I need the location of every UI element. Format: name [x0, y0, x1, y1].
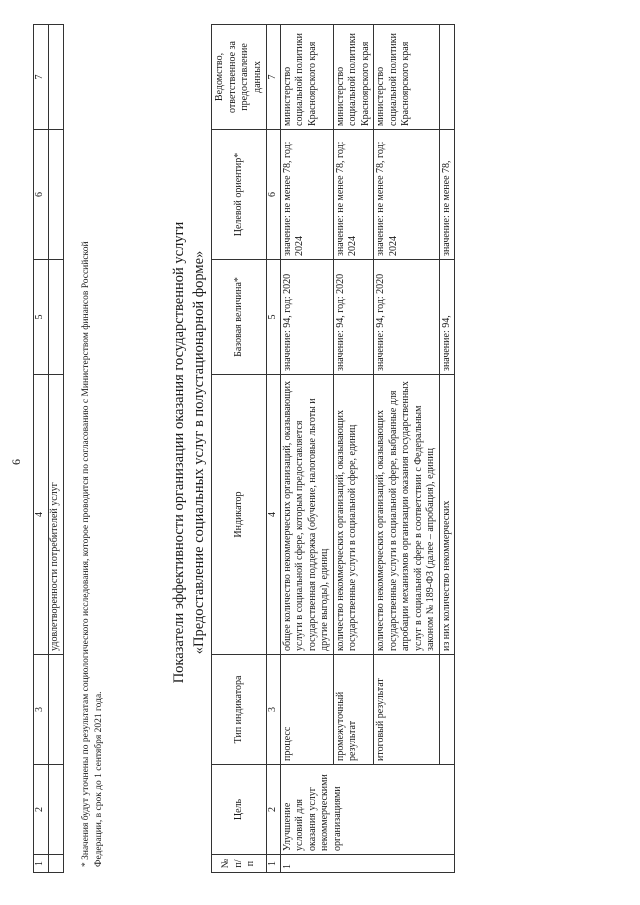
- title-line-2: «Предоставление социальных услуг в полустационарной форме»: [191, 250, 207, 655]
- col-number-5: 5: [267, 260, 281, 375]
- prev-col-6: 6: [34, 130, 49, 260]
- header-base: Базовая величина*: [212, 260, 267, 375]
- goal-cell: Улучшение условий для оказания услуг некоммерческими организациями: [280, 765, 455, 855]
- header-indicator: Индикатор: [212, 375, 267, 655]
- indicator-text: из них количество некоммерческих: [439, 375, 455, 655]
- header-agency: Ведомство, ответственное за предоставление данных: [212, 25, 267, 130]
- base-value: значение: 94, год: 2020: [333, 260, 374, 375]
- table-row: [280, 25, 333, 873]
- col-number-4: 4: [267, 375, 281, 655]
- header-type: Тип индикатора: [212, 655, 267, 765]
- header-goal: Цель: [212, 765, 267, 855]
- prev-table-header-row: [34, 25, 49, 873]
- footnote-line-1: * Значения будут уточнены по результатам социологического исследования, которое проводится по согласованию с Министерством финансов Российской: [81, 241, 91, 867]
- section-title: [169, 0, 209, 905]
- table-header-row: [212, 25, 267, 873]
- indicator-text: количество некоммерческих организаций, оказывающих государственные услуги в социальной сфере, единиц: [333, 375, 374, 655]
- row-number: 1: [280, 855, 455, 873]
- title-line-1: Показатели эффективности организации оказания государственной услуги: [171, 221, 187, 684]
- agency-cell: [439, 25, 455, 130]
- indicator-text: общее количество некоммерческих организаций, оказывающих услуги в социальной сфере, которым предоставляется государственная поддержка (обучение, налоговые льготы и другие выгоды), единиц: [280, 375, 333, 655]
- header-target: Целевой ориентир*: [212, 130, 267, 260]
- page-number: 6: [9, 459, 23, 465]
- agency-cell: министерство социальной политики Красноярского края: [374, 25, 440, 130]
- base-value: значение: 94, год: 2020: [374, 260, 440, 375]
- agency-cell: министерство социальной политики Красноярского края: [280, 25, 333, 130]
- col-number-6: 6: [267, 130, 281, 260]
- indicator-type: промежуточный результат: [333, 655, 374, 765]
- target-value: значение: не менее 78,: [439, 130, 455, 260]
- prev-col-7: 7: [34, 25, 49, 130]
- col-number-1: 1: [267, 855, 281, 873]
- target-value: значение: не менее 78, год: 2024: [280, 130, 333, 260]
- prev-col-3: 3: [34, 655, 49, 765]
- prev-col-4: 4: [34, 375, 49, 655]
- base-value: значение: 94,: [439, 260, 455, 375]
- previous-table-fragment: [33, 24, 64, 873]
- col-number-2: 2: [267, 765, 281, 855]
- header-num: № п/п: [212, 855, 267, 873]
- prev-col-1: 1: [34, 855, 49, 873]
- base-value: значение: 94, год: 2020: [280, 260, 333, 375]
- footnote: [80, 27, 106, 867]
- indicator-type: [439, 655, 455, 765]
- table-row: [439, 25, 455, 873]
- column-number-row: [267, 25, 281, 873]
- footnote-line-2: Федерации, в срок до 1 сентября 2021 года.: [94, 691, 104, 867]
- agency-cell: министерство социальной политики Красноярского края: [333, 25, 374, 130]
- prev-row-text: удовлетворенности потребителей услуг: [49, 375, 64, 655]
- prev-table-row: [49, 25, 64, 873]
- indicator-text: количество некоммерческих организаций, оказывающих государственные услуги в социальной сфере, выбранные для апробации механизмов организации оказания государственных услуг в социальной сфере в соответствии с Федеральным законом № 189-ФЗ (далее – апробация), единиц: [374, 375, 440, 655]
- table-row: [333, 25, 374, 873]
- indicators-table: [211, 24, 455, 873]
- prev-col-5: 5: [34, 260, 49, 375]
- target-value: значение: не менее 78, год: 2024: [374, 130, 440, 260]
- col-number-7: 7: [267, 25, 281, 130]
- indicator-type: процесс: [280, 655, 333, 765]
- prev-col-2: 2: [34, 765, 49, 855]
- col-number-3: 3: [267, 655, 281, 765]
- table-row: [374, 25, 440, 873]
- indicator-type: итоговый результат: [374, 655, 440, 765]
- target-value: значение: не менее 78, год: 2024: [333, 130, 374, 260]
